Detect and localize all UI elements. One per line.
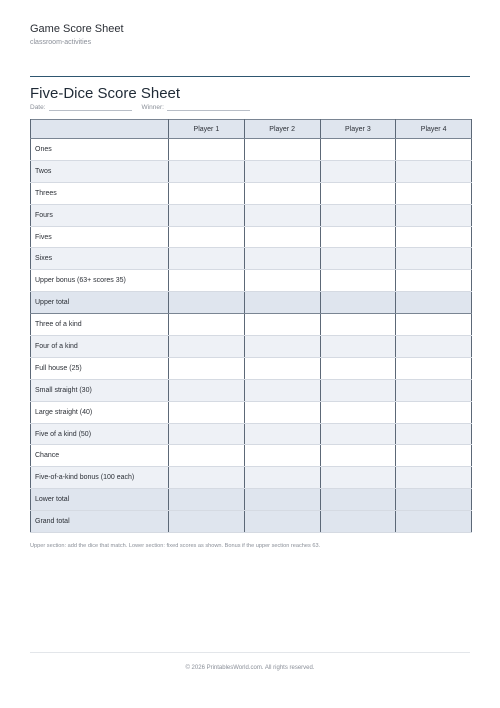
player-2-score-cell[interactable] xyxy=(244,139,320,161)
player-3-score-cell[interactable] xyxy=(320,204,396,226)
score-row xyxy=(31,357,472,379)
player-2-score-cell[interactable] xyxy=(244,489,320,511)
player-2-score-cell[interactable] xyxy=(244,226,320,248)
player-4-score-cell[interactable] xyxy=(396,489,472,511)
player-3-score-cell[interactable] xyxy=(320,445,396,467)
player-3-score-cell[interactable] xyxy=(320,292,396,314)
player-1-score-cell[interactable] xyxy=(169,139,245,161)
score-row xyxy=(31,182,472,204)
player-4-score-cell[interactable] xyxy=(396,226,472,248)
player-3-column-header: Player 3 xyxy=(320,120,396,139)
player-2-column-header: Player 2 xyxy=(244,120,320,139)
player-4-score-cell[interactable] xyxy=(396,248,472,270)
player-1-score-cell[interactable] xyxy=(169,226,245,248)
player-2-score-cell[interactable] xyxy=(244,292,320,314)
score-row-label: Full house (25) xyxy=(31,357,169,379)
player-3-score-cell[interactable] xyxy=(320,511,396,533)
winner-label: Winner: xyxy=(141,104,164,111)
footer-divider xyxy=(30,652,470,653)
copyright-notice: © 2026 PrintablesWorld.com. All rights reserved. xyxy=(185,665,315,671)
document-title: Game Score Sheet xyxy=(30,23,124,35)
player-2-score-cell[interactable] xyxy=(244,248,320,270)
player-1-score-cell[interactable] xyxy=(169,182,245,204)
score-row xyxy=(31,226,472,248)
score-row-label: Chance xyxy=(31,445,169,467)
player-1-score-cell[interactable] xyxy=(169,270,245,292)
date-label: Date: xyxy=(30,104,46,111)
winner-field[interactable] xyxy=(142,104,250,111)
meta-row xyxy=(30,104,260,111)
scoring-footnote: Upper section: add the dice that match. Lower section: fixed scores as shown. Bonus if the upper section reaches 63. xyxy=(30,543,321,549)
date-blank-line[interactable] xyxy=(49,104,132,111)
score-row-label: Three of a kind xyxy=(31,314,169,336)
player-3-score-cell[interactable] xyxy=(320,467,396,489)
player-4-score-cell[interactable] xyxy=(396,139,472,161)
score-row xyxy=(31,336,472,358)
score-row-label: Four of a kind xyxy=(31,336,169,358)
player-3-score-cell[interactable] xyxy=(320,336,396,358)
player-1-score-cell[interactable] xyxy=(169,292,245,314)
player-2-score-cell[interactable] xyxy=(244,423,320,445)
player-2-score-cell[interactable] xyxy=(244,379,320,401)
player-3-score-cell[interactable] xyxy=(320,314,396,336)
player-4-score-cell[interactable] xyxy=(396,204,472,226)
player-1-score-cell[interactable] xyxy=(169,248,245,270)
score-row-label: Fours xyxy=(31,204,169,226)
player-4-score-cell[interactable] xyxy=(396,160,472,182)
score-row-label: Sixes xyxy=(31,248,169,270)
document-header xyxy=(30,23,470,46)
player-2-score-cell[interactable] xyxy=(244,511,320,533)
player-1-score-cell[interactable] xyxy=(169,204,245,226)
score-row-label: Five-of-a-kind bonus (100 each) xyxy=(31,467,169,489)
player-4-score-cell[interactable] xyxy=(396,511,472,533)
player-2-score-cell[interactable] xyxy=(244,445,320,467)
player-2-score-cell[interactable] xyxy=(244,314,320,336)
player-1-score-cell[interactable] xyxy=(169,379,245,401)
player-3-score-cell[interactable] xyxy=(320,357,396,379)
player-3-score-cell[interactable] xyxy=(320,139,396,161)
score-row xyxy=(31,379,472,401)
player-1-score-cell[interactable] xyxy=(169,511,245,533)
player-4-score-cell[interactable] xyxy=(396,467,472,489)
player-1-score-cell[interactable] xyxy=(169,336,245,358)
player-1-score-cell[interactable] xyxy=(169,445,245,467)
player-1-score-cell[interactable] xyxy=(169,423,245,445)
score-row xyxy=(31,160,472,182)
player-2-score-cell[interactable] xyxy=(244,204,320,226)
score-row-label: Grand total xyxy=(31,511,169,533)
score-row xyxy=(31,511,472,533)
player-4-score-cell[interactable] xyxy=(396,357,472,379)
score-table xyxy=(30,119,472,533)
header-divider xyxy=(30,76,470,77)
player-2-score-cell[interactable] xyxy=(244,467,320,489)
player-2-score-cell[interactable] xyxy=(244,160,320,182)
score-row-label: Upper total xyxy=(31,292,169,314)
category-column-header xyxy=(31,120,169,139)
score-row xyxy=(31,204,472,226)
player-4-score-cell[interactable] xyxy=(396,314,472,336)
score-row xyxy=(31,423,472,445)
winner-blank-line[interactable] xyxy=(167,104,250,111)
player-4-score-cell[interactable] xyxy=(396,292,472,314)
player-4-score-cell[interactable] xyxy=(396,401,472,423)
score-row xyxy=(31,489,472,511)
player-3-score-cell[interactable] xyxy=(320,182,396,204)
player-3-score-cell[interactable] xyxy=(320,160,396,182)
score-row-label: Ones xyxy=(31,139,169,161)
score-row-label: Five of a kind (50) xyxy=(31,423,169,445)
player-1-score-cell[interactable] xyxy=(169,160,245,182)
score-row-label: Threes xyxy=(31,182,169,204)
score-row xyxy=(31,139,472,161)
player-2-score-cell[interactable] xyxy=(244,357,320,379)
player-2-score-cell[interactable] xyxy=(244,401,320,423)
score-row xyxy=(31,445,472,467)
score-row xyxy=(31,467,472,489)
score-row-label: Upper bonus (63+ scores 35) xyxy=(31,270,169,292)
player-4-score-cell[interactable] xyxy=(396,445,472,467)
date-field[interactable] xyxy=(30,104,132,111)
player-1-score-cell[interactable] xyxy=(169,489,245,511)
sheet-title: Five-Dice Score Sheet xyxy=(30,85,181,102)
player-2-score-cell[interactable] xyxy=(244,182,320,204)
player-1-score-cell[interactable] xyxy=(169,314,245,336)
player-4-column-header: Player 4 xyxy=(396,120,472,139)
player-3-score-cell[interactable] xyxy=(320,248,396,270)
score-table-body xyxy=(31,139,472,533)
player-3-score-cell[interactable] xyxy=(320,270,396,292)
score-row-label: Large straight (40) xyxy=(31,401,169,423)
player-4-score-cell[interactable] xyxy=(396,270,472,292)
player-1-score-cell[interactable] xyxy=(169,357,245,379)
player-3-score-cell[interactable] xyxy=(320,423,396,445)
document-category: classroom-activities xyxy=(30,39,92,46)
player-4-score-cell[interactable] xyxy=(396,423,472,445)
score-row-label: Lower total xyxy=(31,489,169,511)
score-row-label: Small straight (30) xyxy=(31,379,169,401)
player-3-score-cell[interactable] xyxy=(320,401,396,423)
score-row xyxy=(31,248,472,270)
score-row xyxy=(31,314,472,336)
score-row-label: Fives xyxy=(31,226,169,248)
player-1-score-cell[interactable] xyxy=(169,401,245,423)
player-4-score-cell[interactable] xyxy=(396,182,472,204)
player-4-score-cell[interactable] xyxy=(396,379,472,401)
player-3-score-cell[interactable] xyxy=(320,489,396,511)
score-row-label: Twos xyxy=(31,160,169,182)
player-2-score-cell[interactable] xyxy=(244,270,320,292)
score-row xyxy=(31,292,472,314)
player-1-column-header: Player 1 xyxy=(169,120,245,139)
score-row xyxy=(31,401,472,423)
player-3-score-cell[interactable] xyxy=(320,379,396,401)
score-row xyxy=(31,270,472,292)
score-table-header-row xyxy=(31,120,472,139)
player-4-score-cell[interactable] xyxy=(396,336,472,358)
player-2-score-cell[interactable] xyxy=(244,336,320,358)
player-1-score-cell[interactable] xyxy=(169,467,245,489)
player-3-score-cell[interactable] xyxy=(320,226,396,248)
